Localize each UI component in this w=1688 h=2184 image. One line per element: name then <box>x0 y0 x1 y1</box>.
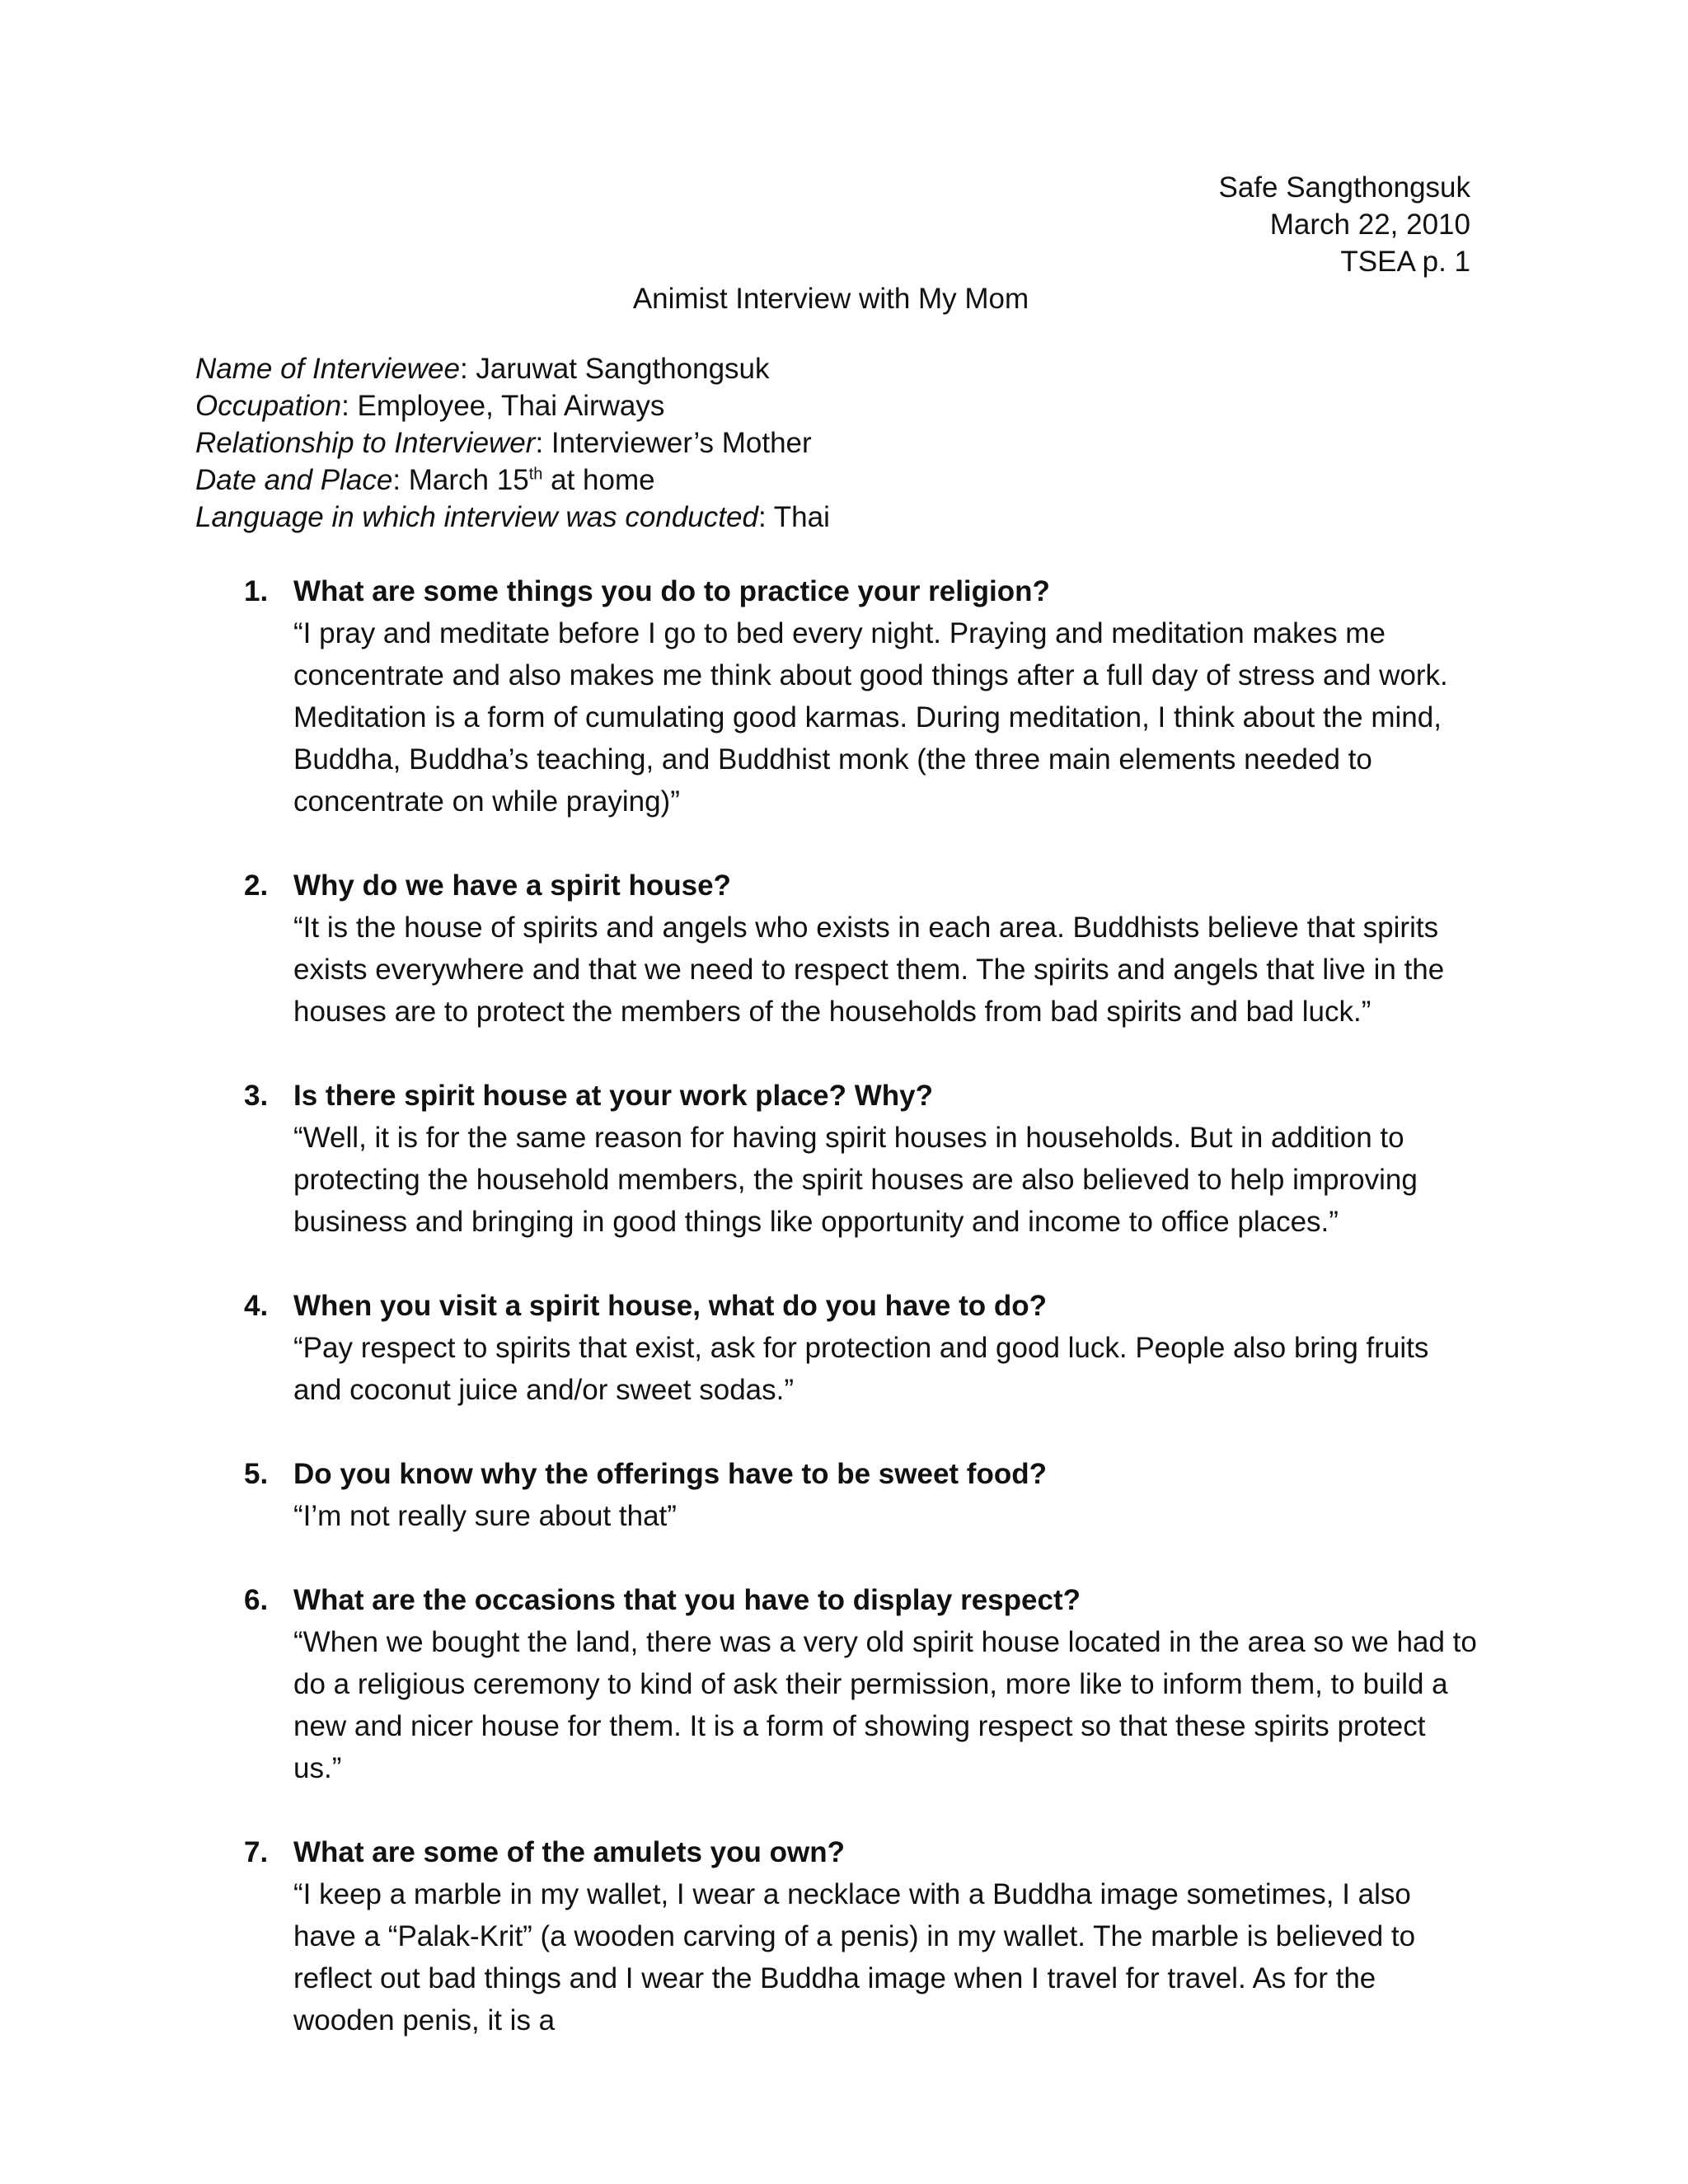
meta-date-place-superscript: th <box>528 465 543 484</box>
document-title: Animist Interview with My Mom <box>632 283 1029 315</box>
qa-question: Why do we have a spirit house? <box>293 869 731 902</box>
interview-metadata <box>195 350 830 536</box>
meta-occupation <box>195 387 830 424</box>
qa-number: 1. <box>244 575 269 607</box>
meta-occupation-label: Occupation <box>195 390 342 422</box>
page-reference: TSEA p. 1 <box>1340 246 1470 278</box>
qa-question: What are some of the amulets you own? <box>293 1836 845 1868</box>
qa-question: What are the occasions that you have to display respect? <box>293 1584 1081 1616</box>
meta-language-value: : Thai <box>757 501 830 533</box>
meta-date-place <box>195 462 830 499</box>
meta-interviewee <box>195 350 830 387</box>
qa-number: 7. <box>244 1836 269 1868</box>
qa-item-1 <box>244 570 1480 823</box>
qa-answer: “Well, it is for the same reason for having spirit houses in households. But in addition to protecting the household members, the spirit houses are also believed to help improving business and bringing in good things like opportunity and income to office places.” <box>293 1122 1418 1238</box>
qa-item-5 <box>244 1453 1480 1537</box>
qa-question: When you visit a spirit house, what do you have to do? <box>293 1290 1047 1322</box>
meta-relationship-label: Relationship to Interviewer <box>195 427 536 459</box>
qa-item-3 <box>244 1075 1480 1243</box>
meta-date-place-value: : March 15 <box>392 464 529 496</box>
qa-answer: “I’m not really sure about that” <box>293 1500 677 1532</box>
qa-number: 3. <box>244 1080 269 1112</box>
meta-relationship-value: : Interviewer’s Mother <box>535 427 812 459</box>
qa-number: 5. <box>244 1458 269 1490</box>
qa-answer: “It is the house of spirits and angels who exists in each area. Buddhists believe that spirits exists everywhere and that we need to respect them. The spirits and angels that live in the houses are to protect the members of the households from bad spirits and bad luck.” <box>293 912 1445 1028</box>
qa-question: What are some things you do to practice your religion? <box>293 575 1050 607</box>
qa-answer: “When we bought the land, there was a very old spirit house located in the area so we had to do a religious ceremony to kind of ask their permission, more like to inform them, to build a new and nicer house for them. It is a form of showing respect so that these spirits protect us.” <box>293 1626 1477 1784</box>
meta-relationship <box>195 424 830 462</box>
meta-language <box>195 499 830 536</box>
qa-item-2 <box>244 865 1480 1033</box>
meta-date-place-suffix: at home <box>542 464 655 496</box>
qa-number: 6. <box>244 1584 269 1616</box>
meta-occupation-value: : Employee, Thai Airways <box>341 390 665 422</box>
qa-answer: “I keep a marble in my wallet, I wear a necklace with a Buddha image sometimes, I also have a “Palak-Krit” (a wooden carving of a penis) in my wallet. The marble is believed to reflect out bad things and I wear the Buddha image when I travel for travel. As for the wooden penis, it is a <box>293 1878 1416 2036</box>
qa-number: 4. <box>244 1290 269 1322</box>
document-date: March 22, 2010 <box>1269 209 1470 241</box>
qa-answer: “I pray and meditate before I go to bed every night. Praying and meditation makes me concentrate and also makes me think about good things after a full day of stress and work. Meditation is a form of cumulating good karmas. During meditation, I think about the mind, Buddha, Buddha’s teaching, and Buddhist monk (the three main elements needed to concentrate on while praying)” <box>293 617 1448 818</box>
qa-item-6 <box>244 1579 1480 1789</box>
meta-date-place-label: Date and Place <box>195 464 393 496</box>
meta-language-label: Language in which interview was conducted <box>195 501 758 533</box>
qa-question: Is there spirit house at your work place? Why? <box>293 1080 933 1112</box>
qa-question: Do you know why the offerings have to be sweet food? <box>293 1458 1047 1490</box>
header-block <box>1218 169 1470 280</box>
qa-item-7 <box>244 1831 1480 2041</box>
qa-answer: “Pay respect to spirits that exist, ask for protection and good luck. People also bring fruits and coconut juice and/or sweet sodas.” <box>293 1332 1429 1406</box>
author-name: Safe Sangthongsuk <box>1218 171 1470 204</box>
qa-number: 2. <box>244 869 269 902</box>
meta-interviewee-label: Name of Interviewee <box>195 353 460 385</box>
question-answer-list <box>244 570 1480 2083</box>
meta-interviewee-value: : Jaruwat Sangthongsuk <box>459 353 770 385</box>
qa-item-4 <box>244 1285 1480 1411</box>
